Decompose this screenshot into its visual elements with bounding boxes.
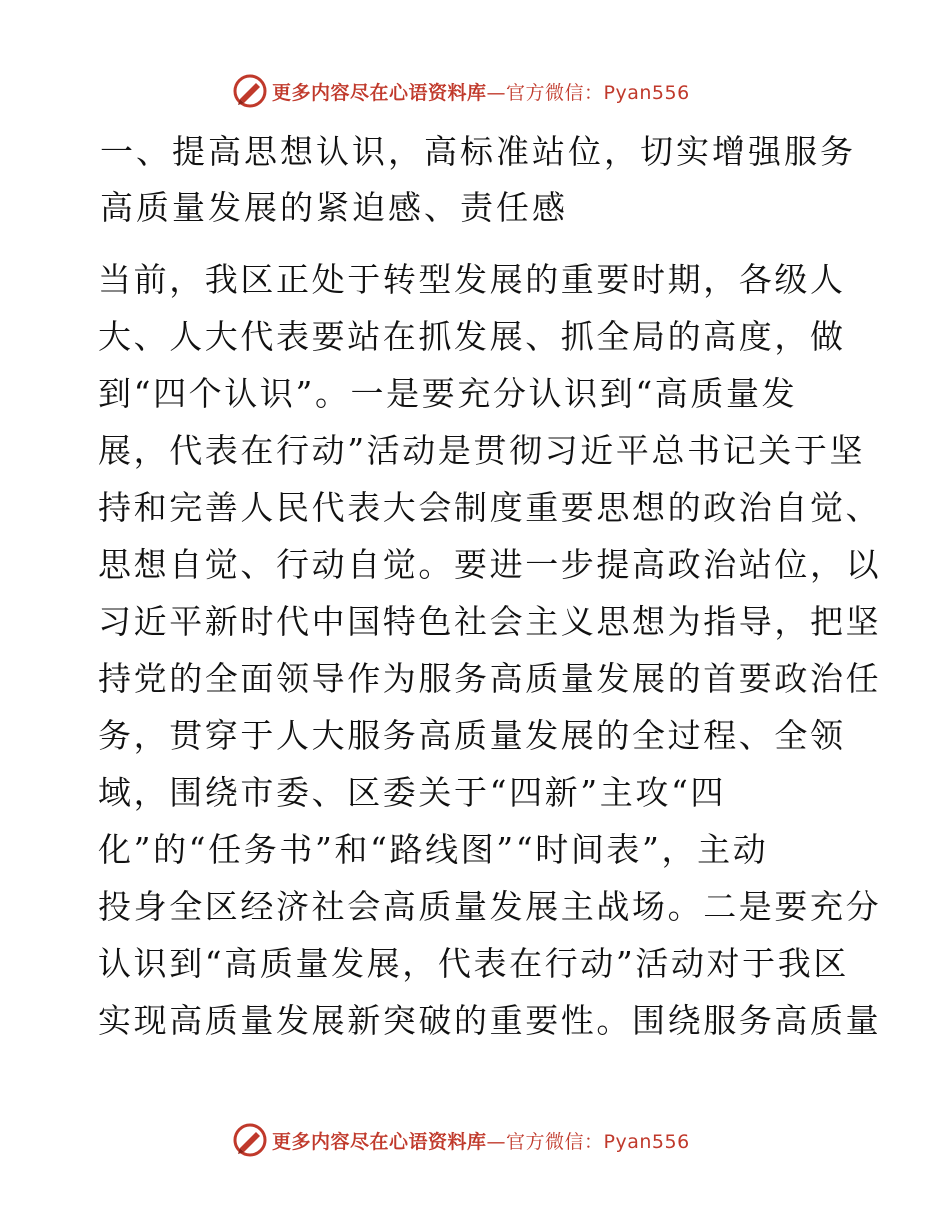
paragraph-line: 域，围绕市委、区委关于“四新”主攻“四 xyxy=(98,773,727,812)
footer-banner xyxy=(232,1120,690,1160)
pen-logo-icon xyxy=(232,73,268,109)
paragraph-line: 思想自觉、行动自觉。要进一步提高政治站位，以 xyxy=(98,545,882,584)
paragraph-line: 持党的全面领导作为服务高质量发展的首要政治任 xyxy=(98,659,882,698)
header-banner-text xyxy=(272,78,690,105)
paragraph-line: 务，贯穿于人大服务高质量发展的全过程、全领 xyxy=(98,716,846,755)
paragraph-line: 展，代表在行动”活动是贯彻习近平总书记关于坚 xyxy=(98,431,866,470)
paragraph-line: 习近平新时代中国特色社会主义思想为指导，把坚 xyxy=(98,602,882,641)
footer-separator: — xyxy=(486,1130,507,1153)
footer-brand: 更多内容尽在心语资料库 xyxy=(272,1130,487,1153)
paragraph-line: 当前，我区正处于转型发展的重要时期，各级人 xyxy=(98,260,846,299)
paragraph-line: 投身全区经济社会高质量发展主战场。二是要充分 xyxy=(98,887,882,926)
paragraph-line: 到“四个认识”。一是要充分认识到“高质量发 xyxy=(98,374,798,413)
paragraph-line: 持和完善人民代表大会制度重要思想的政治自觉、 xyxy=(98,488,882,527)
header-banner xyxy=(232,71,690,111)
paragraph-line: 大、人大代表要站在抓发展、抓全局的高度，做 xyxy=(98,317,846,356)
footer-wechat-id: Pyan556 xyxy=(603,1130,690,1153)
header-brand: 更多内容尽在心语资料库 xyxy=(272,81,487,104)
pen-logo-icon xyxy=(232,1122,268,1158)
header-wechat-label: 官方微信： xyxy=(506,81,604,104)
section-heading-line-2: 高质量发展的紧迫感、责任感 xyxy=(100,188,568,227)
paragraph-line: 实现高质量发展新突破的重要性。围绕服务高质量 xyxy=(98,1001,882,1040)
section-heading-line-1: 一、提高思想认识，高标准站位，切实增强服务 xyxy=(100,132,856,171)
section-heading xyxy=(100,124,860,236)
header-separator: — xyxy=(486,81,507,104)
paragraph-line: 认识到“高质量发展，代表在行动”活动对于我区 xyxy=(98,944,849,983)
footer-banner-text xyxy=(272,1127,690,1154)
header-wechat-id: Pyan556 xyxy=(603,81,690,104)
footer-wechat-label: 官方微信： xyxy=(506,1130,604,1153)
paragraph-line: 化”的“任务书”和“路线图”“时间表”，主动 xyxy=(98,830,769,869)
